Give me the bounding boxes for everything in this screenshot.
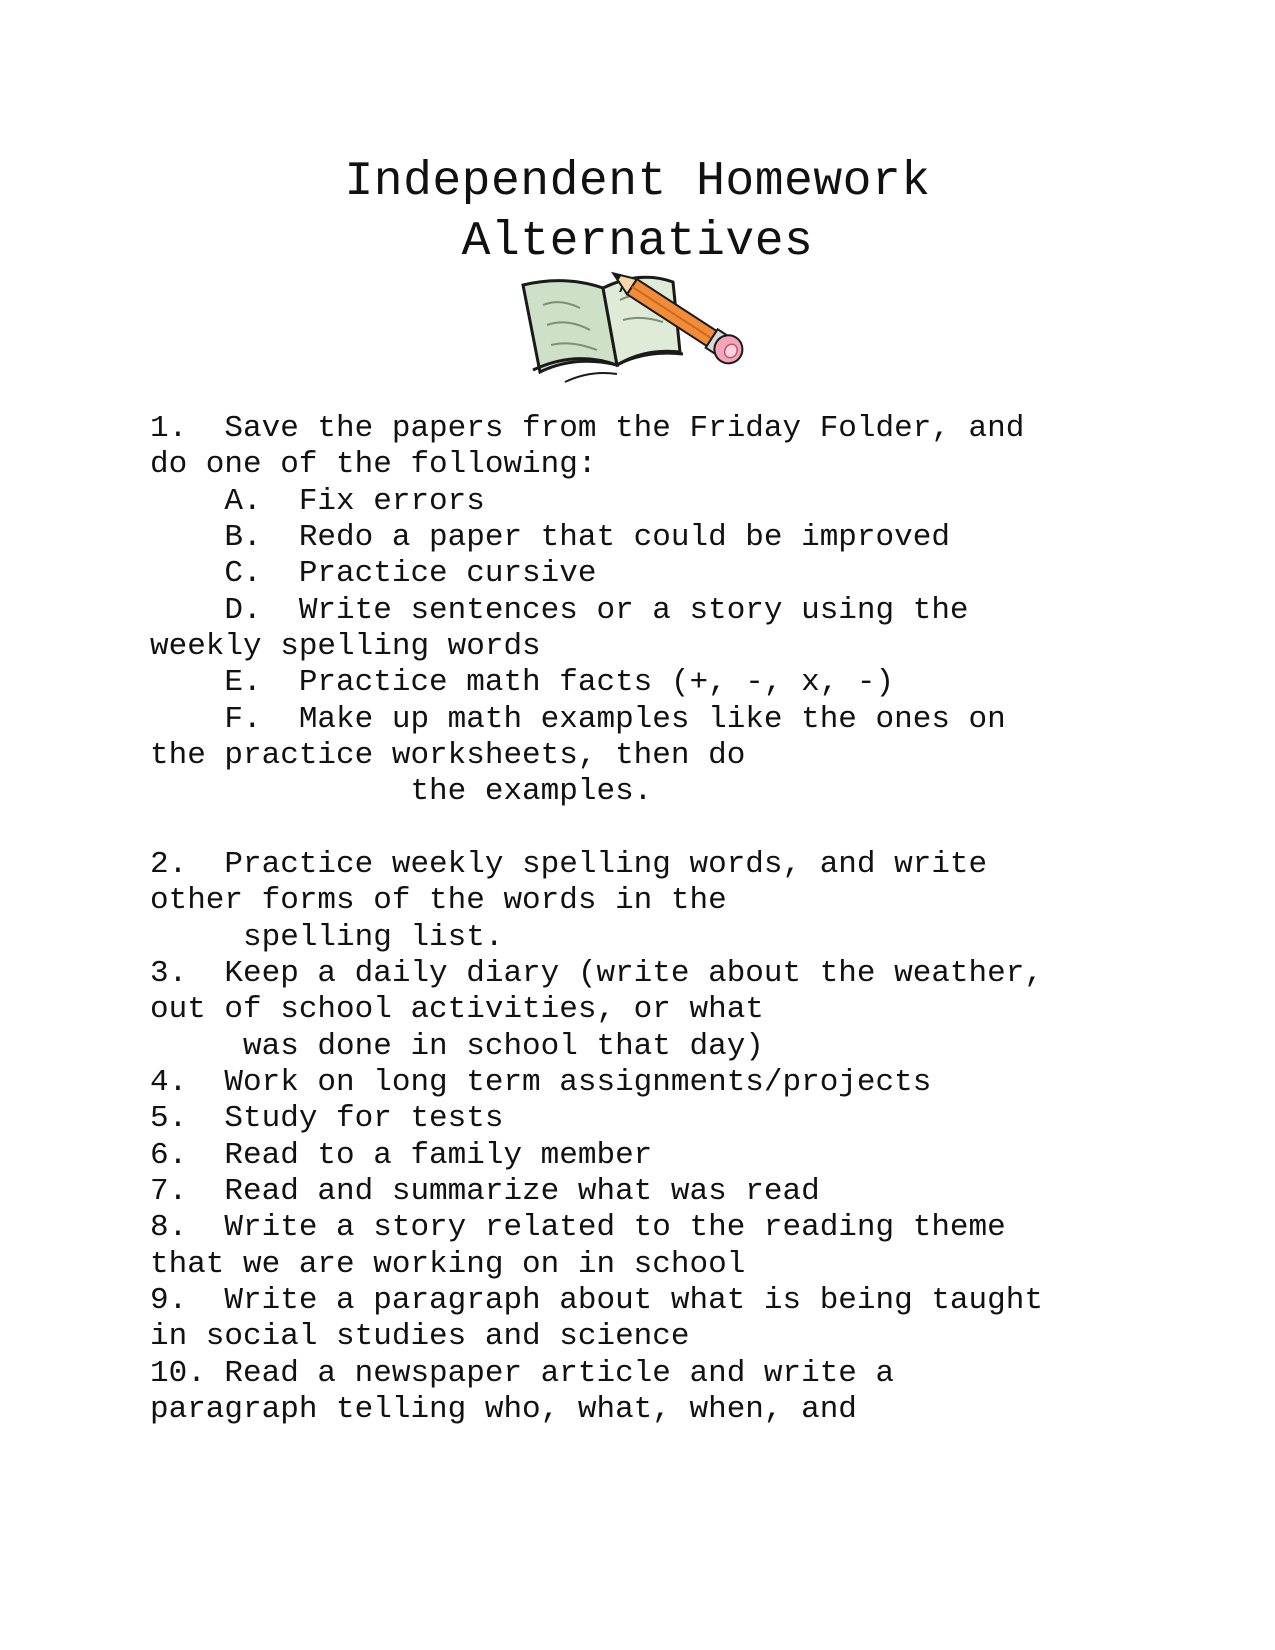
body-line: in social studies and science — [150, 1319, 690, 1354]
body-line: 4. Work on long term assignments/projects — [150, 1065, 932, 1100]
body-line: 5. Study for tests — [150, 1101, 504, 1136]
book-and-pencil-icon — [505, 270, 755, 395]
body-line: D. Write sentences or a story using the — [150, 593, 969, 628]
body-line: out of school activities, or what — [150, 992, 764, 1027]
body-line: other forms of the words in the — [150, 883, 727, 918]
body-line: that we are working on in school — [150, 1247, 746, 1282]
body-line: the examples. — [150, 774, 653, 809]
body-line: C. Practice cursive — [150, 556, 597, 591]
body-line: 8. Write a story related to the reading theme — [150, 1210, 1006, 1245]
body-line: the practice worksheets, then do — [150, 738, 746, 773]
body-line: 10. Read a newspaper article and write a — [150, 1356, 895, 1391]
body-line: B. Redo a paper that could be improved — [150, 520, 950, 555]
body-line: was done in school that day) — [150, 1029, 764, 1064]
body-line: 9. Write a paragraph about what is being taught — [150, 1283, 1043, 1318]
body-line: F. Make up math examples like the ones on — [150, 702, 1006, 737]
body-line: 7. Read and summarize what was read — [150, 1174, 820, 1209]
page-title-line-2: Alternatives — [461, 215, 814, 269]
body-line: 6. Read to a family member — [150, 1138, 653, 1173]
page-title-line-1: Independent Homework — [344, 155, 931, 209]
body-line: 2. Practice weekly spelling words, and write — [150, 847, 988, 882]
body-line: A. Fix errors — [150, 484, 485, 519]
body-line: 3. Keep a daily diary (write about the weather, — [150, 956, 1043, 991]
body-line: weekly spelling words — [150, 629, 541, 664]
body-line: E. Practice math facts (+, -, x, -) — [150, 665, 895, 700]
body-line: 1. Save the papers from the Friday Folder, and — [150, 411, 1025, 446]
body-line: paragraph telling who, what, when, and — [150, 1392, 857, 1427]
body-line: do one of the following: — [150, 447, 597, 482]
body-line: spelling list. — [150, 920, 504, 955]
